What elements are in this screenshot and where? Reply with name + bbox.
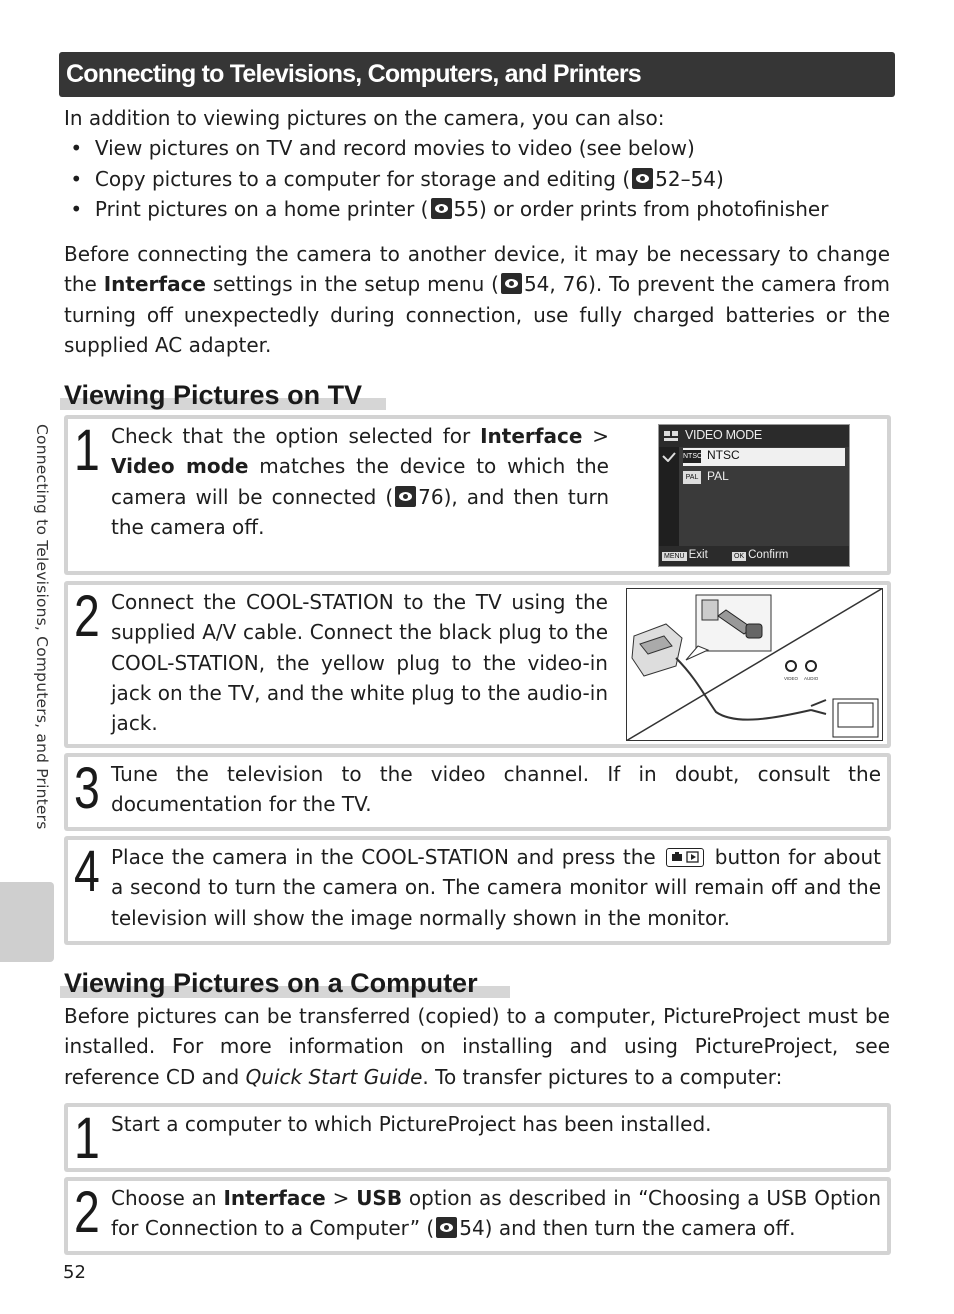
intro <box>64 103 894 224</box>
step-number: 4 <box>74 839 100 904</box>
computer-step-2 <box>64 1177 891 1255</box>
computer-paragraph: Before pictures can be transferred (copied) to a computer, PictureProject must be installed. For more information on installing and using PictureProject, see reference CD and Quick Start Guide. To transfer pictures to a computer: <box>64 1004 890 1089</box>
page-number: 52 <box>63 1262 86 1283</box>
section-heading-tv: Viewing Pictures on TV <box>60 380 386 410</box>
chapter-tab <box>0 882 54 962</box>
intro-bullet: • Copy pictures to a computer for storage and editing ( 52–54) <box>64 166 724 191</box>
tv-step-3 <box>64 753 891 831</box>
setup-menu-icon <box>663 429 679 443</box>
intro-bullet: • View pictures on TV and record movies to video (see below) <box>64 136 695 161</box>
page-reference[interactable]: 76 <box>418 484 444 509</box>
check-icon <box>662 452 676 462</box>
menu-option-pal[interactable]: PAL PAL <box>683 469 729 487</box>
page-reference[interactable]: 55 <box>453 196 479 221</box>
step-number: 2 <box>74 1180 100 1245</box>
chapter-side-label: Connecting to Televisions, Computers, and Printers <box>33 424 51 830</box>
step-number: 3 <box>74 756 100 821</box>
step-text: Connect the COOL-STATION to the TV using the supplied A/V cable. Connect the black plug to the COOL-STATION, the yellow plug to the video-in jack on the TV, and the white plug to the audio-in jack. <box>111 590 608 736</box>
ntsc-icon: NTSC <box>683 450 701 463</box>
page-title: Connecting to Televisions, Computers, and Printers <box>59 52 895 97</box>
menu-button-icon: MENU <box>664 553 685 560</box>
step-number: 1 <box>74 1106 100 1171</box>
video-jack-label: VIDEO <box>784 676 799 681</box>
step-text: Place the camera in the COOL-STATION and press the button for about a second to turn the camera on. The camera monitor will remain off and the television will show the image normally shown in the monitor. <box>111 845 881 930</box>
audio-jack-label: AUDIO <box>804 676 819 681</box>
page-reference[interactable]: 54 <box>459 1216 485 1241</box>
tv-connection-diagram <box>626 588 883 741</box>
exit-hint: MENU Exit <box>664 549 708 561</box>
section-heading-computer: Viewing Pictures on a Computer <box>60 968 510 998</box>
video-mode-menu-screen <box>658 424 850 567</box>
reference-eye-icon <box>501 273 522 294</box>
page-reference[interactable]: 52–54 <box>655 166 717 191</box>
intro-lead: In addition to viewing pictures on the camera, you can also: <box>64 106 665 130</box>
step-number: 1 <box>74 418 100 483</box>
menu-title: VIDEO MODE <box>685 428 762 442</box>
computer-step-1 <box>64 1103 891 1172</box>
page-reference[interactable]: 54, 76 <box>523 272 589 297</box>
step-number: 2 <box>74 584 100 649</box>
ok-button-icon: OK <box>734 553 745 560</box>
camera-playback-button-icon <box>666 848 704 867</box>
step-text: Check that the option selected for Interface > Video mode matches the device to which the camera will be connected ( 76), and then turn the camera off. <box>111 424 609 539</box>
intro-paragraph: Before connecting the camera to another device, it may be necessary to change the Interface settings in the setup menu ( 54, 76). To prevent the camera from turning off unexpectedly during connection, use fully charged batteries or the supplied AC adapter. <box>64 242 890 357</box>
menu-option-ntsc[interactable]: NTSC NTSC <box>683 448 845 466</box>
intro-bullet: • Print pictures on a home printer ( 55) or order prints from photofinisher <box>64 196 829 221</box>
step-text: Tune the television to the video channel. If in doubt, consult the documentation for the TV. <box>111 762 881 817</box>
step-text: Start a computer to which PictureProject has been installed. <box>111 1112 712 1136</box>
confirm-hint: OK Confirm <box>734 549 789 561</box>
reference-eye-icon <box>431 198 452 219</box>
reference-eye-icon <box>436 1217 457 1238</box>
tv-step-4 <box>64 836 891 945</box>
step-text: Choose an Interface > USB option as described in “Choosing a USB Option for Connection to a Computer” ( 54) and then turn the camera off. <box>111 1186 881 1241</box>
reference-eye-icon <box>395 486 416 507</box>
pal-icon: PAL <box>683 471 701 484</box>
reference-eye-icon <box>632 168 653 189</box>
